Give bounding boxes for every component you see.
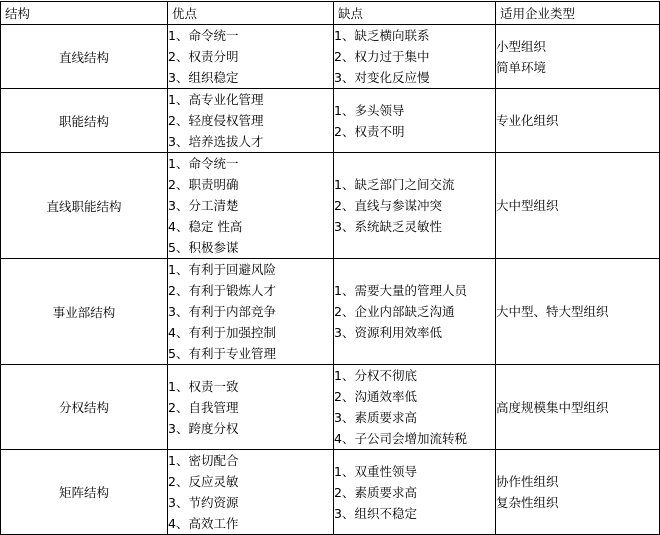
con-item: 1、缺乏部门之间交流	[334, 177, 455, 192]
pro-item: 2、反应灵敏	[168, 474, 239, 489]
structure-type: 职能结构	[1, 89, 168, 153]
pro-item: 2、自我管理	[168, 399, 239, 415]
con-item: 3、资源利用效率低	[334, 325, 442, 340]
pro-item: 1、命令统一	[168, 28, 239, 43]
table-row	[1, 89, 660, 153]
con-item: 4、子公司会增加流转税	[334, 431, 467, 446]
cons-cell	[334, 25, 496, 89]
pro-item: 1、高专业化管理	[168, 92, 264, 107]
con-item: 3、系统缺乏灵敏性	[334, 219, 442, 234]
scope-cell	[496, 89, 660, 153]
pro-item: 2、职责明确	[168, 177, 239, 192]
scope-cell	[496, 25, 660, 89]
structure-type: 直线结构	[1, 25, 168, 89]
pros-cell	[168, 25, 334, 89]
scope-cell	[496, 259, 660, 365]
table-row	[1, 365, 660, 450]
pro-item: 5、积极参谋	[168, 240, 239, 255]
pro-item: 2、权责分明	[168, 49, 239, 64]
con-item: 2、权责不明	[334, 123, 405, 139]
scope-item: 复杂性组织	[496, 495, 559, 510]
scope-cell	[496, 450, 660, 535]
con-item: 1、多头领导	[334, 102, 405, 118]
con-item: 2、直线与参谋冲突	[334, 198, 442, 213]
con-item: 3、组织不稳定	[334, 505, 417, 521]
scope-item: 大中型组织	[496, 198, 559, 213]
pro-item: 3、节约资源	[168, 495, 239, 510]
scope-cell	[496, 365, 660, 450]
con-item: 2、企业内部缺乏沟通	[334, 304, 455, 319]
scope-item: 专业化组织	[496, 113, 559, 128]
org-structure-table	[0, 1, 660, 535]
scope-item: 协作性组织	[496, 474, 559, 489]
scope-cell	[496, 153, 660, 259]
pro-item: 3、分工清楚	[168, 198, 239, 213]
table-row	[1, 259, 660, 365]
structure-type: 分权结构	[1, 365, 168, 450]
cons-cell	[334, 450, 496, 535]
table-row	[1, 153, 660, 259]
structure-type: 直线职能结构	[1, 153, 168, 259]
pro-item: 1、有利于回避风险	[168, 262, 276, 277]
cons-cell	[334, 89, 496, 153]
pro-item: 4、高效工作	[168, 516, 239, 531]
scope-item: 简单环境	[496, 59, 547, 75]
con-item: 1、需要大量的管理人员	[334, 283, 467, 298]
pro-item: 3、跨度分权	[168, 420, 239, 436]
header-pros: 优点	[168, 2, 334, 25]
pro-item: 2、有利于锻炼人才	[168, 283, 276, 298]
pros-cell	[168, 450, 334, 535]
pros-cell	[168, 365, 334, 450]
pro-item: 3、组织稳定	[168, 70, 239, 85]
pro-item: 2、轻度侵权管理	[168, 113, 264, 128]
scope-item: 高度规模集中型组织	[496, 399, 609, 415]
structure-type: 事业部结构	[1, 259, 168, 365]
con-item: 3、素质要求高	[334, 410, 417, 425]
con-item: 3、对变化反应慢	[334, 70, 430, 85]
pro-item: 1、命令统一	[168, 156, 239, 171]
pro-item: 3、有利于内部竞争	[168, 304, 276, 319]
table-row	[1, 25, 660, 89]
header-scope: 适用企业类型	[496, 2, 660, 25]
pros-cell	[168, 153, 334, 259]
pro-item: 5、有利于专业管理	[168, 346, 276, 361]
pros-cell	[168, 259, 334, 365]
cons-cell	[334, 259, 496, 365]
pro-item: 4、稳定 性高	[168, 219, 243, 234]
cons-cell	[334, 365, 496, 450]
header-row	[1, 2, 660, 25]
con-item: 1、缺乏横向联系	[334, 28, 430, 43]
cons-cell	[334, 153, 496, 259]
pro-item: 4、有利于加强控制	[168, 325, 276, 340]
con-item: 1、双重性领导	[334, 463, 417, 479]
scope-item: 大中型、特大型组织	[496, 304, 609, 319]
con-item: 2、素质要求高	[334, 484, 417, 500]
pro-item: 1、密切配合	[168, 453, 239, 468]
header-structure: 结构	[1, 2, 168, 25]
con-item: 2、沟通效率低	[334, 389, 417, 404]
scope-item: 小型组织	[496, 38, 547, 54]
header-cons: 缺点	[334, 2, 496, 25]
pros-cell	[168, 89, 334, 153]
pro-item: 3、培养选拔人才	[168, 134, 264, 149]
pro-item: 1、权责一致	[168, 378, 239, 394]
con-item: 1、分权不彻底	[334, 368, 417, 383]
con-item: 2、权力过于集中	[334, 49, 430, 64]
structure-type: 矩阵结构	[1, 450, 168, 535]
table-row	[1, 450, 660, 535]
